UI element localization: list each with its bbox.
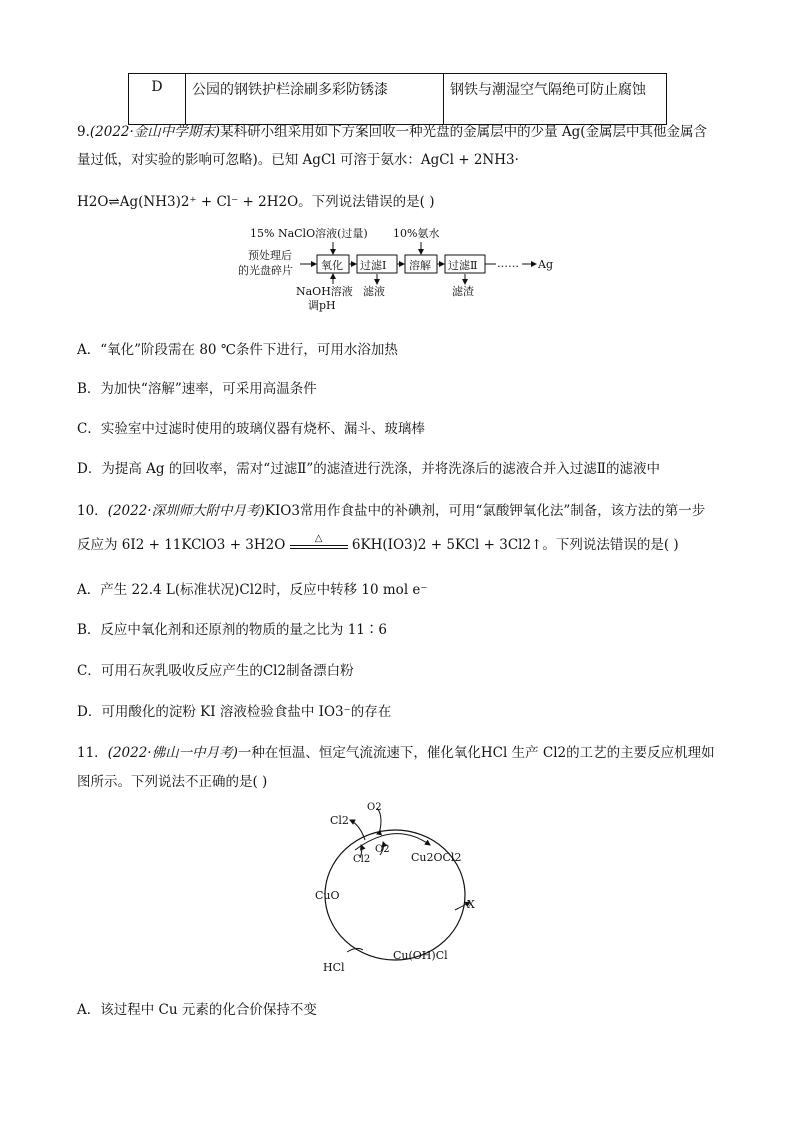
q9-option-b: B．为加快“溶解”速率，可采用高温条件 (77, 381, 317, 397)
flow-step4: 过滤Ⅱ (448, 259, 478, 272)
q11-number: 11． (77, 745, 108, 761)
q11-option-a: A．该过程中 Cu 元素的化合价保持不变 (77, 1002, 317, 1018)
cycle-cu2ocl2: Cu2OCl2 (411, 851, 462, 864)
flow-reagent2: 10%氨水 (393, 227, 440, 240)
cycle-cuo: CuO (315, 889, 340, 902)
q10-eq-left: 反应为 6I2 + 11KClO3 + 3H2O (77, 537, 286, 553)
q10-eq-right: 6KH(IO3)2 + 5KCl + 3Cl2↑。下列说法错误的是( ) (351, 537, 679, 553)
cycle-o2-in: O2 (367, 802, 382, 813)
q9-line3: H2O⇌Ag(NH3)2⁺ + Cl⁻ + 2H2O。下列说法错误的是( ) (77, 194, 435, 210)
flow-step3: 溶解 (409, 259, 431, 272)
cycle-o2-inner: O2 (375, 844, 390, 855)
q10-option-d: D．可用酸化的淀粉 KI 溶液检验食盐中 IO3⁻的存在 (77, 704, 392, 720)
q9-source: (2022·金山中学期末) (89, 124, 221, 140)
table-cell-label: D (129, 74, 186, 125)
flow-step1: 氧化 (321, 259, 343, 272)
answer-table-row-d (128, 73, 667, 125)
q10-text1: KIO3常用作食盐中的补碘剂，可用“氯酸钾氧化法”制备，该方法的第一步 (264, 503, 706, 519)
flow-below4: 滤渣 (452, 285, 474, 298)
q10-option-c: C．可用石灰乳吸收反应产生的Cl2制备漂白粉 (77, 663, 354, 679)
q11-source: (2022·佛山一中月考) (107, 745, 238, 761)
flow-step2: 过滤Ⅰ (360, 259, 387, 272)
q10-condition: △ (314, 533, 323, 544)
cycle-cl2-inner: Cl2 (353, 854, 371, 865)
q11-line2: 图所示。下列说法不正确的是( ) (77, 774, 268, 790)
q10-option-b: B．反应中氧化剂和还原剂的物质的量之比为 11∶6 (77, 622, 387, 638)
q10-line1 (77, 499, 705, 519)
q9-option-a: A．“氧化”阶段需在 80 ℃条件下进行，可用水浴加热 (77, 342, 398, 358)
q10-option-a: A．产生 22.4 L(标准状况)Cl2时，反应中转移 10 mol e⁻ (77, 582, 428, 598)
flow-reagent1: 15% NaClO溶液(过量) (250, 227, 368, 240)
q11-text1: 一种在恒温、恒定气流流速下，催化氧化HCl 生产 Cl2的工艺的主要反应机理如 (237, 745, 715, 761)
q9-text1: 某科研小组采用如下方案回收一种光盘的金属层中的少量 Ag(金属层中其他金属含 (220, 124, 708, 140)
q9-flow-diagram (230, 222, 570, 312)
cycle-cuohcl: Cu(OH)Cl (393, 949, 448, 962)
q9-option-d: D．为提高 Ag 的回收率，需对“过滤Ⅱ”的滤渣进行洗涤，并将洗涤后的滤液合并入过滤Ⅱ的滤液中 (77, 461, 660, 477)
q9-line1: 9.(2022·金山中学期末)某科研小组采用如下方案回收一种光盘的金属层中的少量 Ag(金属层中其他金属含 (77, 124, 708, 140)
q10-number: 10． (77, 503, 108, 519)
q11-cycle-diagram (305, 800, 505, 980)
q9-line2: 量过低，对实验的影响可忽略)。已知 AgCl 可溶于氨水：AgCl + 2NH3· (77, 152, 519, 168)
flow-below2: 滤液 (363, 285, 385, 298)
cycle-cl2-out: Cl2 (330, 814, 349, 827)
q10-line2 (77, 533, 679, 553)
flow-end: Ag (538, 258, 553, 271)
table-cell-phenomenon: 公园的钢铁护栏涂刷多彩防锈漆 (186, 74, 444, 125)
flow-start1: 预处理后 (248, 249, 292, 262)
q11-line1 (77, 741, 715, 761)
q9-option-c: C．实验室中过滤时使用的玻璃仪器有烧杯、漏斗、玻璃棒 (77, 421, 425, 437)
q10-source: (2022·深圳师大附中月考) (107, 503, 265, 519)
flow-below1b: 调pH (308, 299, 336, 312)
flow-below1a: NaOH溶液 (296, 285, 353, 298)
flow-start2: 的光盘碎片 (238, 264, 293, 277)
q9-number: 9 (77, 124, 86, 140)
cycle-hcl: HCl (323, 961, 345, 974)
flow-dots: …… (497, 257, 519, 270)
table-cell-explanation: 钢铁与潮湿空气隔绝可防止腐蚀 (444, 74, 667, 125)
cycle-x: X (467, 898, 475, 911)
